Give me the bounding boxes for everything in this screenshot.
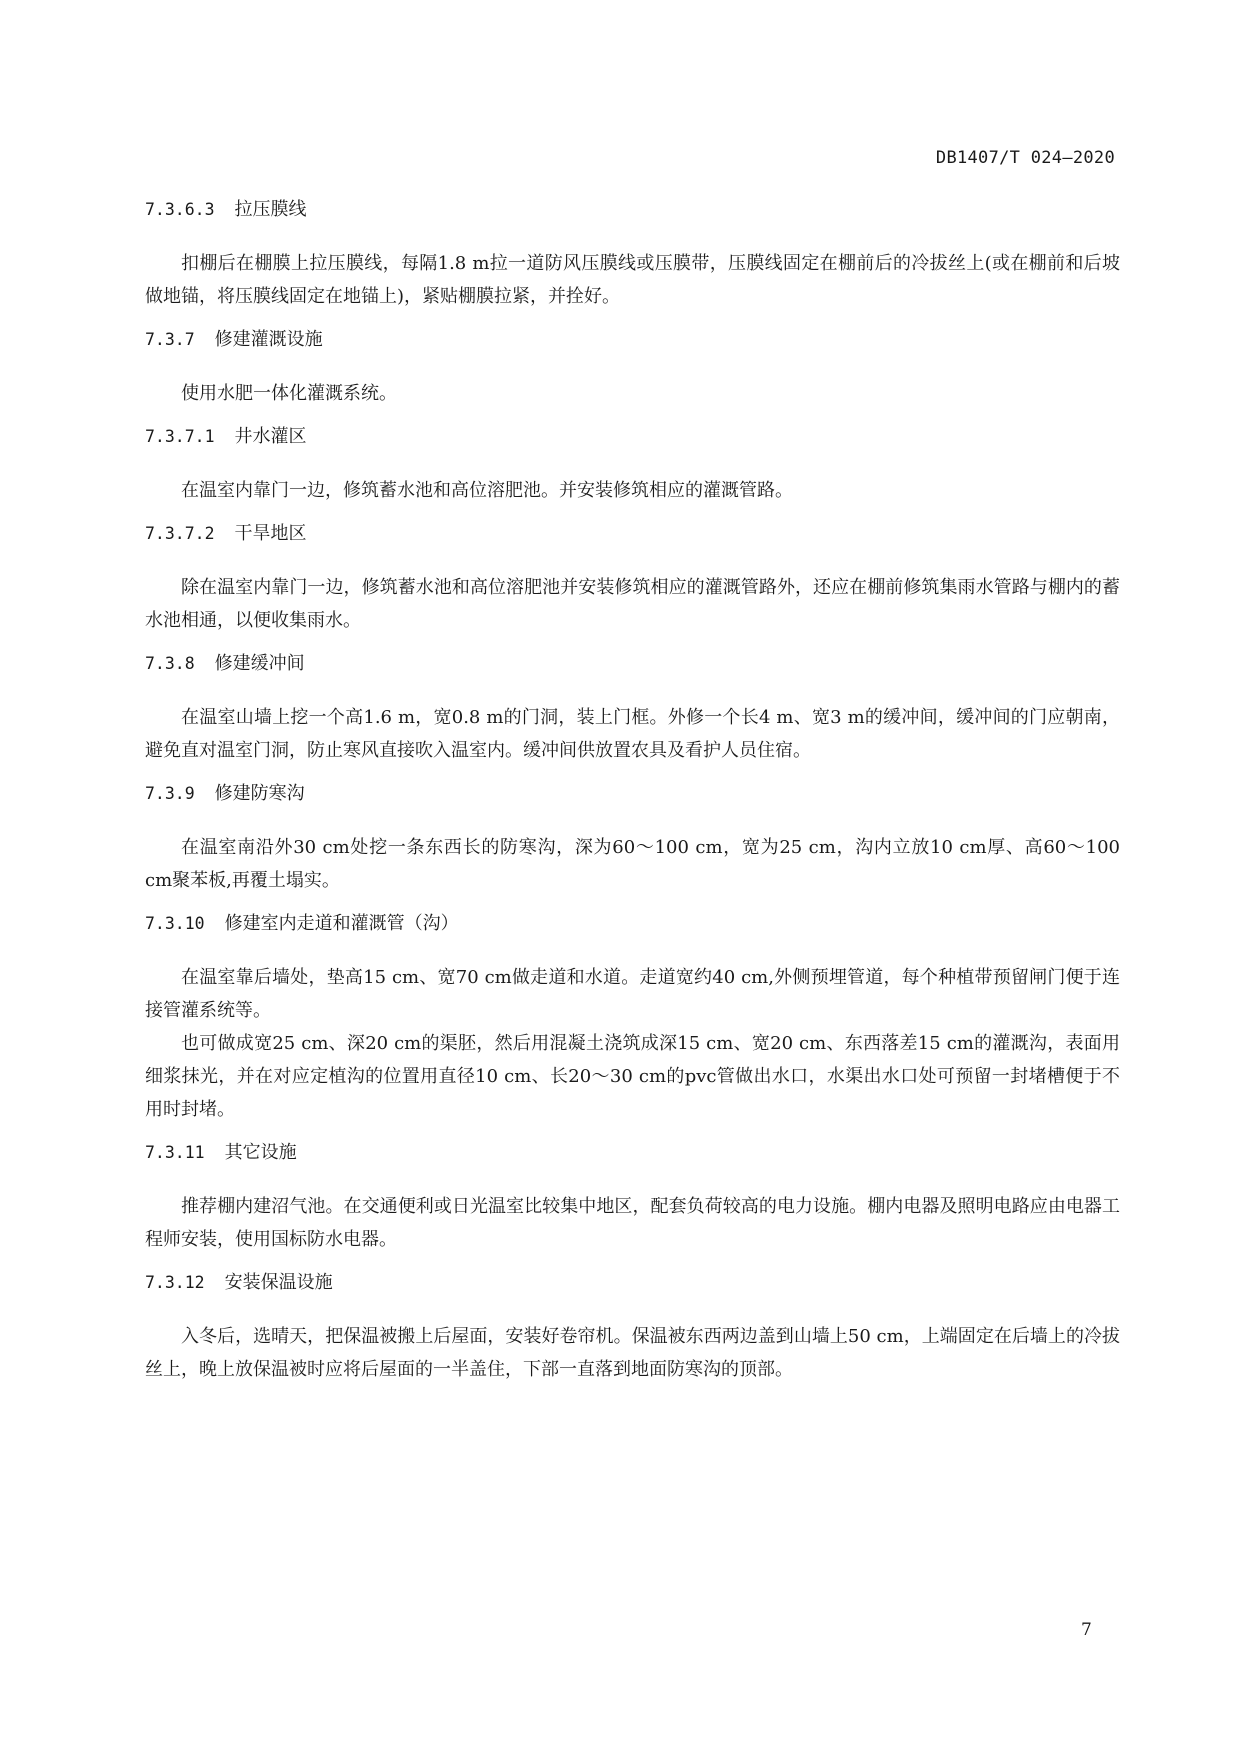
paragraph: 使用水肥一体化灌溉系统。 <box>181 383 397 404</box>
section-title: 安装保温设施 <box>224 1272 333 1293</box>
document-body <box>145 197 1120 1400</box>
paragraph: 在温室南沿外30 cm处挖一条东西长的防寒沟，深为60～100 cm，宽为25 cm，沟内立放10 cm厚、高60～100 cm聚苯板,再覆土塌实。 <box>145 837 1120 891</box>
section-7-3-7 <box>145 327 1120 410</box>
section-7-3-8 <box>145 651 1120 767</box>
paragraph: 在温室内靠门一边，修筑蓄水池和高位溶肥池。并安装修筑相应的灌溉管路。 <box>181 480 793 501</box>
section-7-3-7-2 <box>145 521 1120 637</box>
section-heading <box>145 1140 1120 1166</box>
section-7-3-9 <box>145 781 1120 897</box>
paragraph: 在温室靠后墙处，垫高15 cm、宽70 cm做走道和水道。走道宽约40 cm,外侧预埋管道，每个种植带预留闸门便于连接管灌系统等。 <box>145 967 1120 1021</box>
section-heading <box>145 424 1120 450</box>
section-title: 其它设施 <box>224 1142 297 1163</box>
section-heading <box>145 781 1120 807</box>
section-number: 7.3.9 <box>145 784 195 803</box>
section-heading <box>145 911 1120 937</box>
section-title: 修建缓冲间 <box>214 653 305 674</box>
section-number: 7.3.7 <box>145 330 195 349</box>
section-number: 7.3.6.3 <box>145 200 215 219</box>
section-7-3-10 <box>145 911 1120 1126</box>
section-title: 拉压膜线 <box>234 199 307 220</box>
section-7-3-7-1 <box>145 424 1120 507</box>
section-number: 7.3.7.1 <box>145 427 215 446</box>
section-number: 7.3.7.2 <box>145 524 215 543</box>
section-title: 修建防寒沟 <box>214 783 305 804</box>
document-id-header: DB1407/T 024—2020 <box>935 148 1115 168</box>
section-heading <box>145 651 1120 677</box>
paragraph: 也可做成宽25 cm、深20 cm的渠胚，然后用混凝土浇筑成深15 cm、宽20 cm、东西落差15 cm的灌溉沟，表面用细浆抹光，并在对应定植沟的位置用直径10 cm、长20～30 cm的pvc管做出水口，水渠出水口处可预留一封堵槽便于不用时封堵。 <box>145 1033 1120 1120</box>
section-heading <box>145 327 1120 353</box>
section-title: 修建室内走道和灌溉管（沟） <box>224 913 459 934</box>
section-7-3-6-3 <box>145 197 1120 313</box>
section-heading <box>145 521 1120 547</box>
section-number: 7.3.8 <box>145 654 195 673</box>
paragraph: 扣棚后在棚膜上拉压膜线，每隔1.8 m拉一道防风压膜线或压膜带，压膜线固定在棚前后的冷拔丝上(或在棚前和后坡做地锚，将压膜线固定在地锚上)，紧贴棚膜拉紧，并拴好。 <box>145 253 1120 307</box>
paragraph: 入冬后，选晴天，把保温被搬上后屋面，安装好卷帘机。保温被东西两边盖到山墙上50 cm，上端固定在后墙上的冷拔丝上，晚上放保温被时应将后屋面的一半盖住，下部一直落到地面防寒沟的顶部。 <box>145 1326 1120 1380</box>
section-7-3-12 <box>145 1270 1120 1386</box>
section-number: 7.3.10 <box>145 914 205 933</box>
section-title: 井水灌区 <box>234 426 307 447</box>
section-heading <box>145 1270 1120 1296</box>
section-title: 干旱地区 <box>234 523 307 544</box>
section-heading <box>145 197 1120 223</box>
section-title: 修建灌溉设施 <box>214 329 323 350</box>
section-number: 7.3.11 <box>145 1143 205 1162</box>
paragraph: 推荐棚内建沼气池。在交通便利或日光温室比较集中地区，配套负荷较高的电力设施。棚内电器及照明电路应由电器工程师安装，使用国标防水电器。 <box>145 1196 1120 1250</box>
paragraph: 除在温室内靠门一边，修筑蓄水池和高位溶肥池并安装修筑相应的灌溉管路外，还应在棚前修筑集雨水管路与棚内的蓄水池相通，以便收集雨水。 <box>145 577 1120 631</box>
section-7-3-11 <box>145 1140 1120 1256</box>
section-number: 7.3.12 <box>145 1273 205 1292</box>
paragraph: 在温室山墙上挖一个高1.6 m，宽0.8 m的门洞，装上门框。外修一个长4 m、宽3 m的缓冲间，缓冲间的门应朝南，避免直对温室门洞，防止寒风直接吹入温室内。缓冲间供放置农具及看护人员住宿。 <box>145 707 1120 761</box>
page-number: 7 <box>1081 1620 1092 1640</box>
